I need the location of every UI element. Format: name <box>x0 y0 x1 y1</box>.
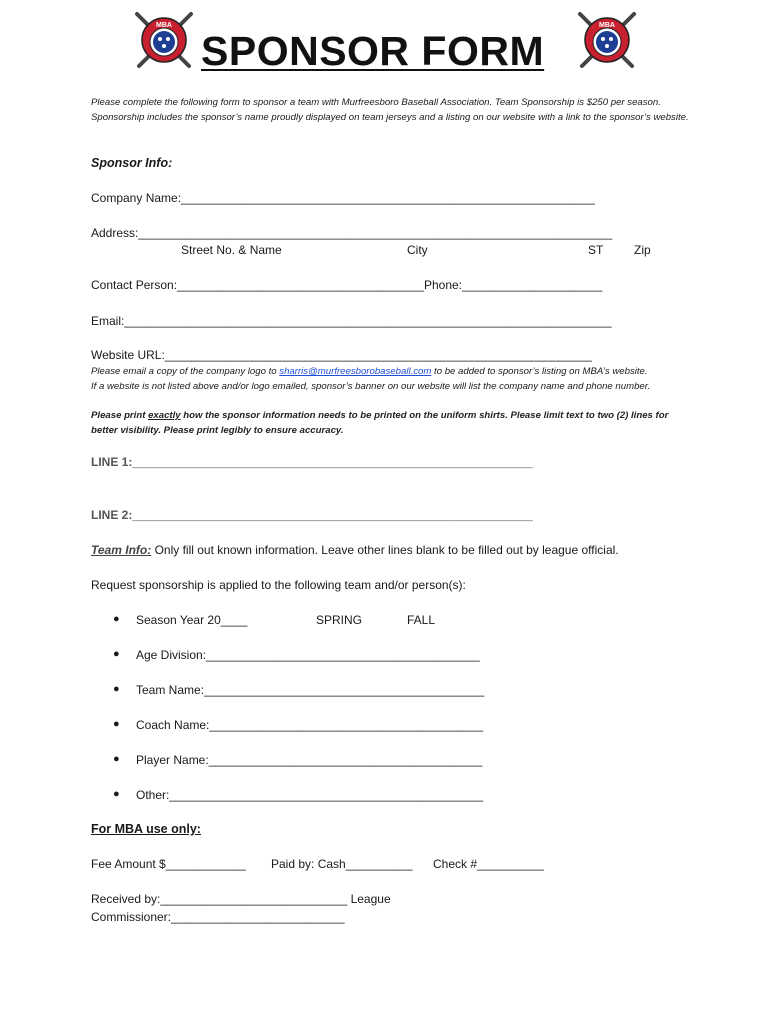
bullet-dot: ● <box>113 648 120 660</box>
shirt-note-emph: exactly <box>148 410 181 421</box>
page-title: SPONSOR FORM <box>201 28 545 74</box>
shirt-note-after: how the sponsor information needs to be printed on the uniform shirts. Please limit text to two (2) lines for better visibility. Please print legibly to ensure accuracy. <box>91 410 669 436</box>
contact-phone-field[interactable]: Contact Person:_____________________________________Phone:_____________________ <box>91 278 603 292</box>
coach-name-field[interactable]: Coach Name:_________________________________________ <box>136 718 483 732</box>
check-number-field[interactable]: Check #__________ <box>433 857 544 871</box>
address-city-label: City <box>407 243 428 257</box>
mba-logo-right <box>574 8 640 70</box>
received-by-field[interactable]: Received by:____________________________ League <box>91 892 391 906</box>
line2-blank: ________________________________________________________________________________ <box>132 511 533 521</box>
logo-note-after: to be added to sponsor’s listing on MBA’s website. <box>431 366 648 377</box>
line1-field[interactable] <box>91 455 533 469</box>
mba-use-heading: For MBA use only: <box>91 822 201 836</box>
team-info-text: Only fill out known information. Leave other lines blank to be filled out by league official. <box>151 543 619 557</box>
bullet-dot: ● <box>113 753 120 765</box>
website-url-field[interactable]: Website URL:________________________________________________________________ <box>91 348 592 362</box>
bullet-dot: ● <box>113 718 120 730</box>
shirt-note-before: Please print <box>91 410 149 421</box>
bullet-dot: ● <box>113 788 120 800</box>
other-field[interactable]: Other:_______________________________________________ <box>136 788 484 802</box>
paid-cash-field[interactable]: Paid by: Cash__________ <box>271 857 413 871</box>
team-request-text: Request sponsorship is applied to the following team and/or person(s): <box>91 578 466 592</box>
line2-field[interactable] <box>91 508 533 522</box>
commissioner-field[interactable]: Commissioner:__________________________ <box>91 910 345 924</box>
address-state-label: ST <box>588 243 604 257</box>
bullet-dot: ● <box>113 613 120 625</box>
sponsor-email-link[interactable]: sharris@murfreesborobaseball.com <box>279 366 432 377</box>
age-division-field[interactable]: Age Division:_________________________________________ <box>136 648 480 662</box>
player-name-field[interactable]: Player Name:_________________________________________ <box>136 753 483 767</box>
logo-note <box>91 364 691 394</box>
spring-option[interactable]: SPRING <box>316 613 363 627</box>
season-year-field[interactable]: Season Year 20____ <box>136 613 248 627</box>
address-zip-label: Zip <box>634 243 651 257</box>
logo-note-before: Please email a copy of the company logo to <box>91 366 280 377</box>
address-field[interactable]: Address:_______________________________________________________________________ <box>91 226 613 240</box>
bullet-dot: ● <box>113 683 120 695</box>
fall-option[interactable]: FALL <box>407 613 436 627</box>
email-field[interactable]: Email:_________________________________________________________________________ <box>91 314 612 328</box>
team-info-heading: Team Info: <box>91 543 152 557</box>
address-street-label: Street No. & Name <box>181 243 282 257</box>
company-name-field[interactable]: Company Name:______________________________________________________________ <box>91 191 595 205</box>
shirt-note <box>91 408 691 438</box>
line2-label: LINE 2: <box>91 508 133 522</box>
line1-blank: ________________________________________________________________________________ <box>132 458 533 468</box>
line1-label: LINE 1: <box>91 455 133 469</box>
mba-logo-left <box>131 8 197 70</box>
team-info-line <box>91 543 619 557</box>
logo-text-right: MBA <box>599 22 615 29</box>
sponsor-info-heading: Sponsor Info: <box>91 156 173 170</box>
intro-text: Please complete the following form to sponsor a team with Murfreesboro Baseball Association. Team Sponsorship is $250 per season. Sponsorship includes the sponsor’s name proudly displayed on team jerseys and a listing on our website with a link to the sponsor’s website. <box>91 97 689 123</box>
logo-text-left: MBA <box>156 22 172 29</box>
team-name-field[interactable]: Team Name:__________________________________________ <box>136 683 485 697</box>
fee-amount-field[interactable]: Fee Amount $____________ <box>91 857 246 871</box>
logo-note-line2: If a website is not listed above and/or logo emailed, sponsor’s banner on our website will list the company name and phone number. <box>91 381 651 392</box>
